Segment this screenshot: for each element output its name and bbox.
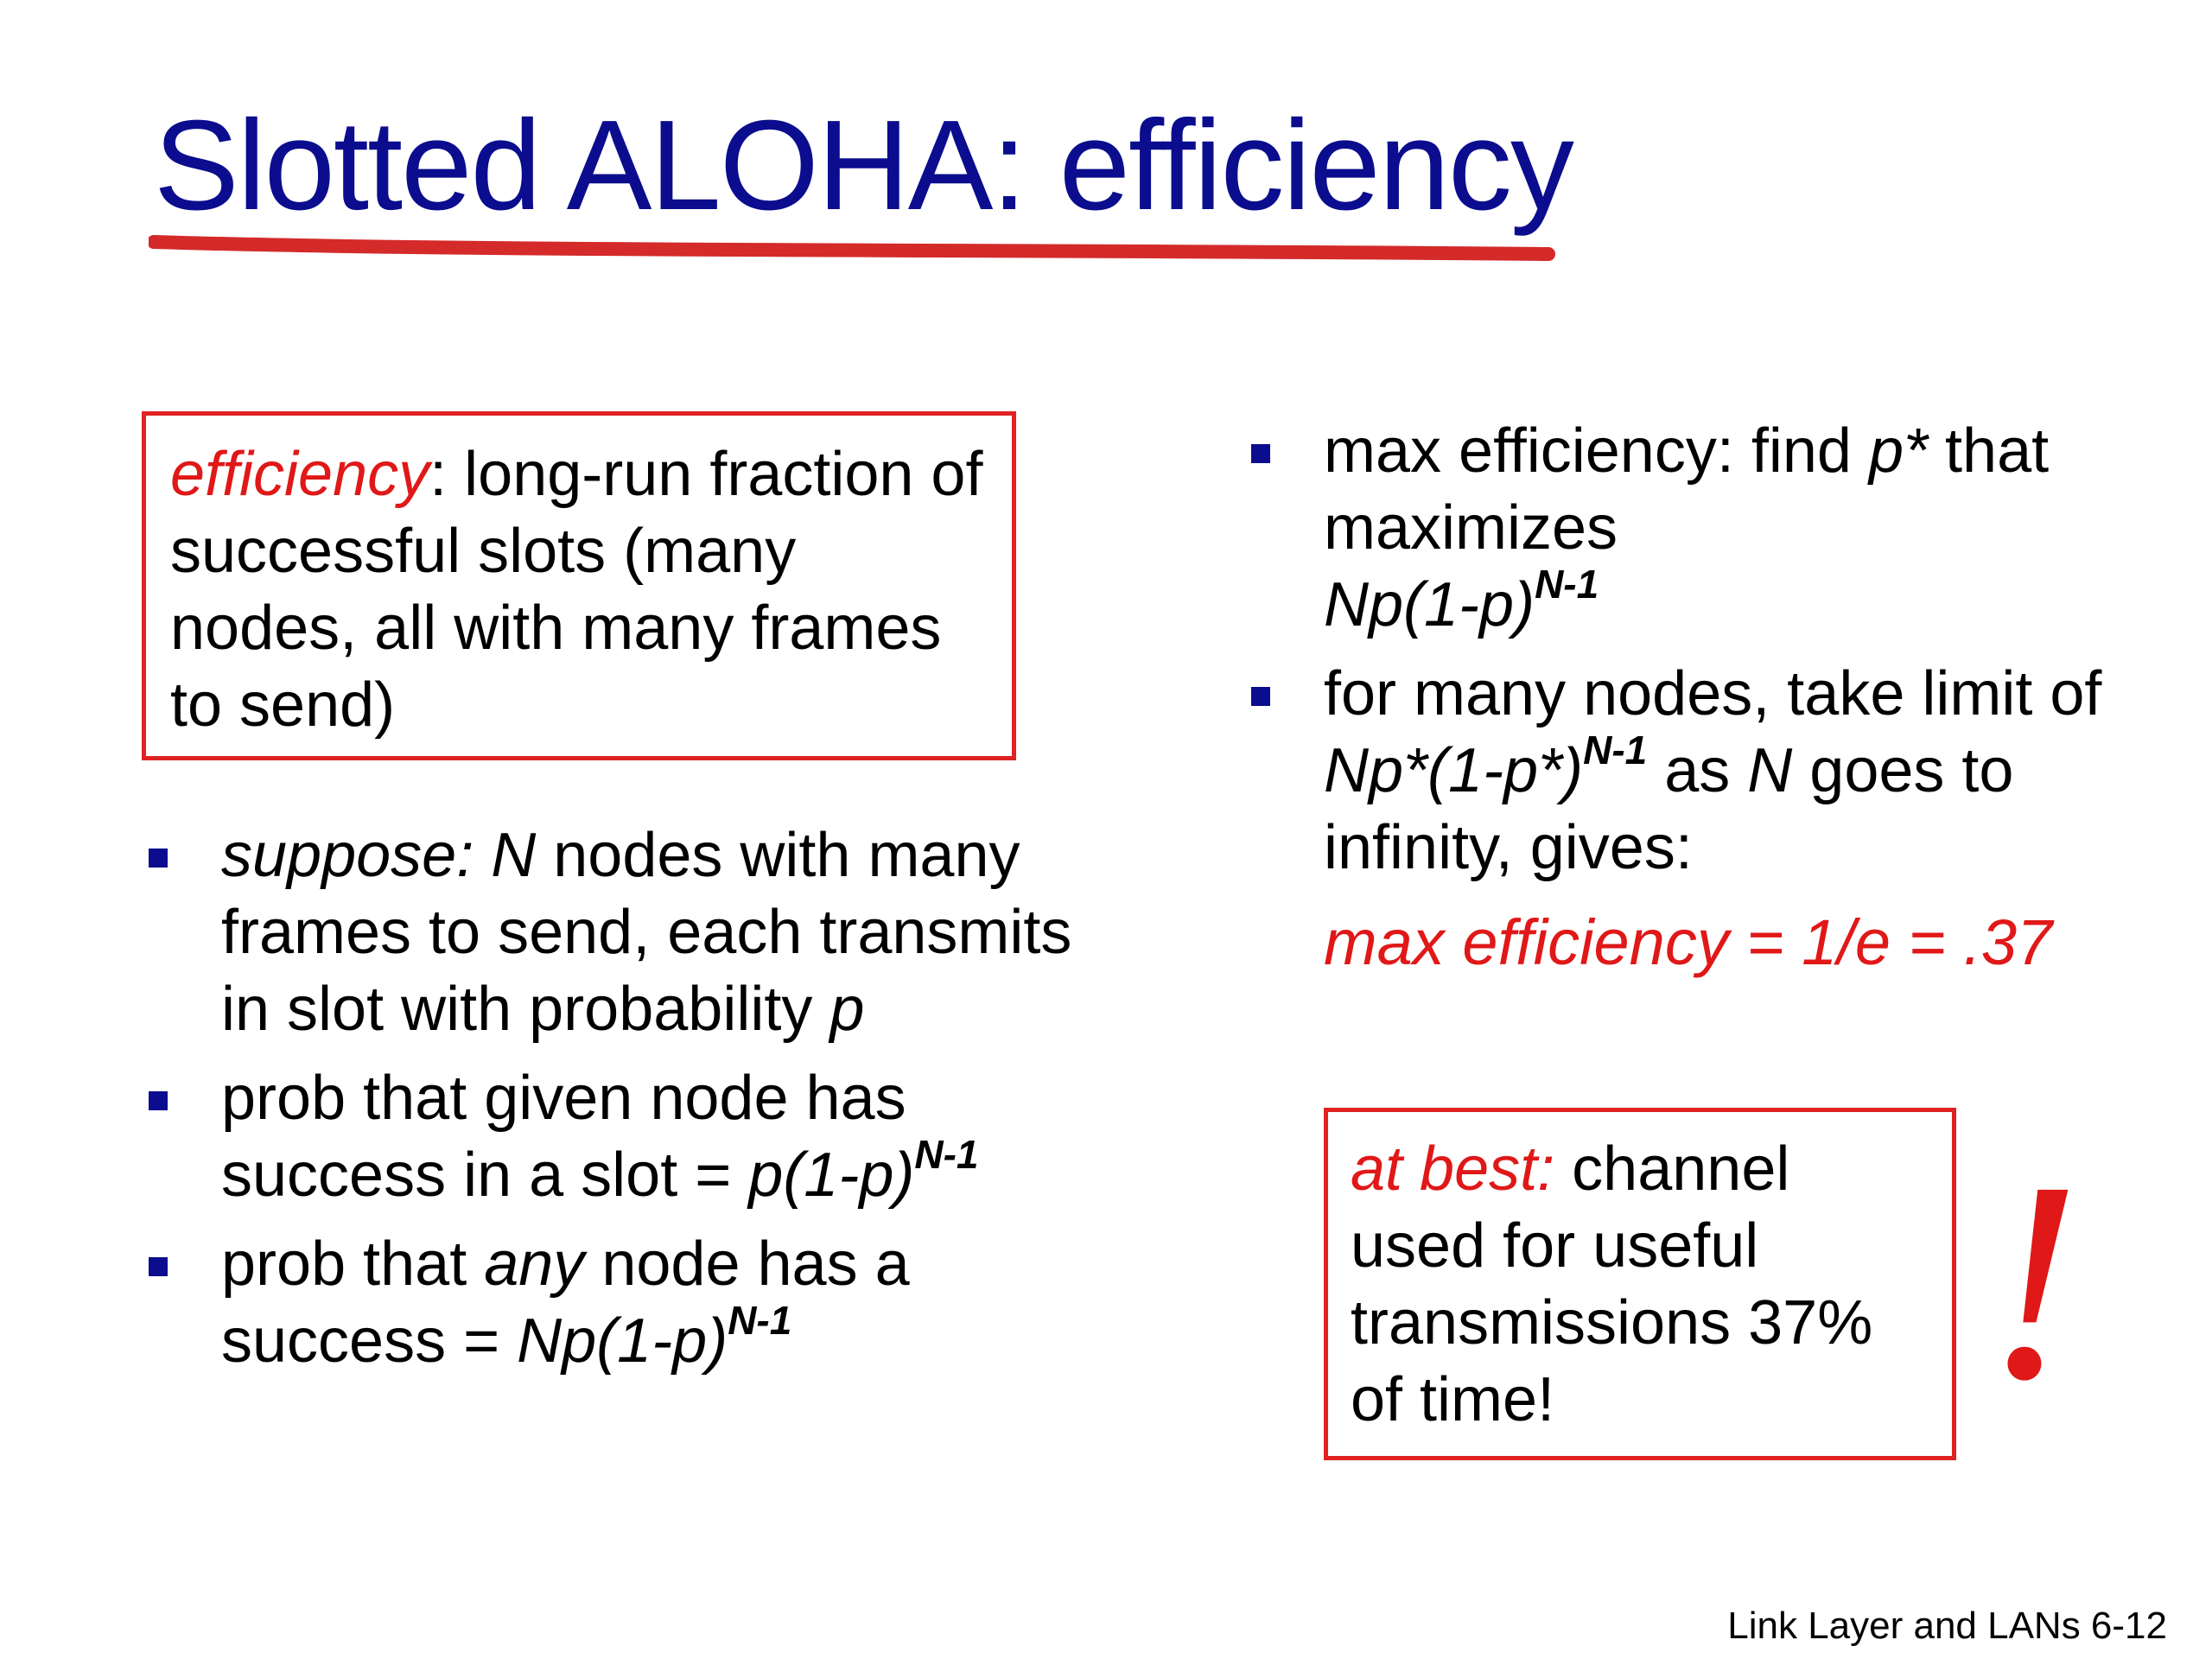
slide-footer: Link Layer and LANs 6-12 [1727, 1605, 2167, 1647]
exponent: N-1 [1583, 728, 1648, 772]
list-item-prob-given-node [142, 1060, 1075, 1214]
prob-any-text-b: node has a success = [221, 1230, 910, 1376]
formula-np-one-minus-p: Np(1-p) [517, 1306, 728, 1376]
any-emphasis: any [484, 1230, 585, 1299]
square-bullet-icon [149, 849, 168, 868]
efficiency-definition-box [142, 411, 1016, 760]
variable-p-star: p* [1868, 416, 1929, 486]
exclamation-mark: ! [1986, 1123, 2081, 1439]
exponent: N-1 [1535, 562, 1599, 607]
left-bullet-list [142, 817, 1075, 1392]
efficiency-definition-text: : long-run fraction of successful slots (many nodes, all with many frames to send) [170, 440, 983, 740]
right-bullet-list [1244, 413, 2186, 899]
list-item-limit [1244, 656, 2186, 887]
limit-text-a: for many nodes, take limit of [1324, 659, 2102, 728]
list-item-max-efficiency [1244, 413, 2186, 644]
at-best-lead: at best: [1351, 1135, 1555, 1204]
list-item-suppose [142, 817, 1075, 1048]
variable-n: N [491, 821, 537, 890]
square-bullet-icon [1251, 687, 1270, 706]
formula-p-one-minus-p: p(1-p) [748, 1141, 915, 1210]
exponent: N-1 [914, 1132, 979, 1177]
prob-given-node-text: prob that given node has success in a slot = [221, 1064, 906, 1210]
formula-np-one-minus-p: Np(1-p) [1324, 570, 1535, 639]
variable-n: N [1747, 736, 1793, 805]
efficiency-term: efficiency [170, 440, 430, 509]
suppose-text: nodes with many frames to send, each transmits in slot with probability [221, 821, 1072, 1044]
list-item-prob-any-node [142, 1226, 1075, 1380]
square-bullet-icon [149, 1257, 168, 1276]
max-efficiency-result: max efficiency = 1/e = .37 [1324, 906, 2053, 978]
slide-title: Slotted ALOHA: efficiency [154, 94, 1573, 237]
square-bullet-icon [149, 1091, 168, 1110]
formula-np-star: Np*(1-p*) [1324, 736, 1584, 805]
at-best-text: channel used for useful transmissions 37% of time! [1351, 1135, 1873, 1434]
exponent: N-1 [728, 1298, 792, 1343]
limit-text-b: as [1647, 736, 1748, 805]
max-eff-text: max efficiency: find [1324, 416, 1869, 486]
suppose-label: suppose: [221, 821, 474, 890]
variable-p: p [830, 975, 865, 1044]
square-bullet-icon [1251, 444, 1270, 463]
maximizes-text: that maximizes [1324, 416, 2050, 563]
limit-text-c: goes to infinity, gives: [1324, 736, 2014, 882]
prob-any-text-a: prob that [221, 1230, 485, 1299]
at-best-box [1324, 1108, 1956, 1460]
title-underline [149, 233, 1566, 264]
